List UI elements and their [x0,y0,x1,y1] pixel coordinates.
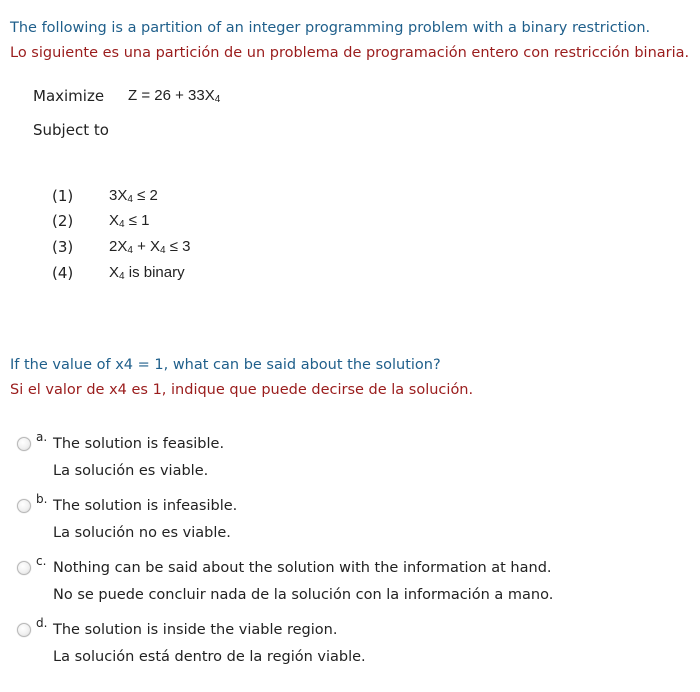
constraint-formula: $X_4 \le 1$ [109,212,150,230]
question-english: If the value of x4 = 1, what can be said about the solution? [10,357,441,373]
constraint-number: (3) [52,238,74,256]
constraint-formula: $3X_4 \le 2$ [109,187,158,205]
subject-to-label: Subject to [33,121,109,139]
option-b-radio[interactable] [17,499,31,513]
option-a-radio[interactable] [17,437,31,451]
option-b-spanish[interactable]: La solución no es viable. [53,525,231,541]
constraint-formula: $X_4$ is binary [109,264,185,282]
option-c-english[interactable]: Nothing can be said about the solution with the information at hand. [53,560,552,576]
option-a-english[interactable]: The solution is feasible. [53,436,225,452]
constraint-number: (2) [52,212,74,230]
constraint-number: (1) [52,187,74,205]
constraint-formula: $2X_4 + X_4 \le 3$ [109,238,191,256]
question-spanish: Si el valor de x4 es 1, indique que puede decirse de la solución. [10,382,474,398]
option-c-spanish[interactable]: No se puede concluir nada de la solución con la información a mano. [53,587,554,603]
intro-spanish: Lo siguiente es una partición de un problema de programación entero con restricción binaria. [10,45,690,61]
option-b-letter: b. [36,492,48,506]
option-d-radio[interactable] [17,623,31,637]
objective-label: Maximize [33,87,105,105]
option-d-spanish[interactable]: La solución está dentro de la región viable. [53,649,366,665]
option-a-letter: a. [36,430,48,444]
option-c-letter: c. [36,554,47,568]
option-d-english[interactable]: The solution is inside the viable region. [53,622,338,638]
option-b-english[interactable]: The solution is infeasible. [53,498,238,514]
option-c-radio[interactable] [17,561,31,575]
intro-english: The following is a partition of an integer programming problem with a binary restriction. [10,20,651,36]
objective-function: $Z = 26 + 33X_4$ [128,87,221,105]
constraint-number: (4) [52,264,74,282]
option-d-letter: d. [36,616,48,630]
option-a-spanish[interactable]: La solución es viable. [53,463,209,479]
